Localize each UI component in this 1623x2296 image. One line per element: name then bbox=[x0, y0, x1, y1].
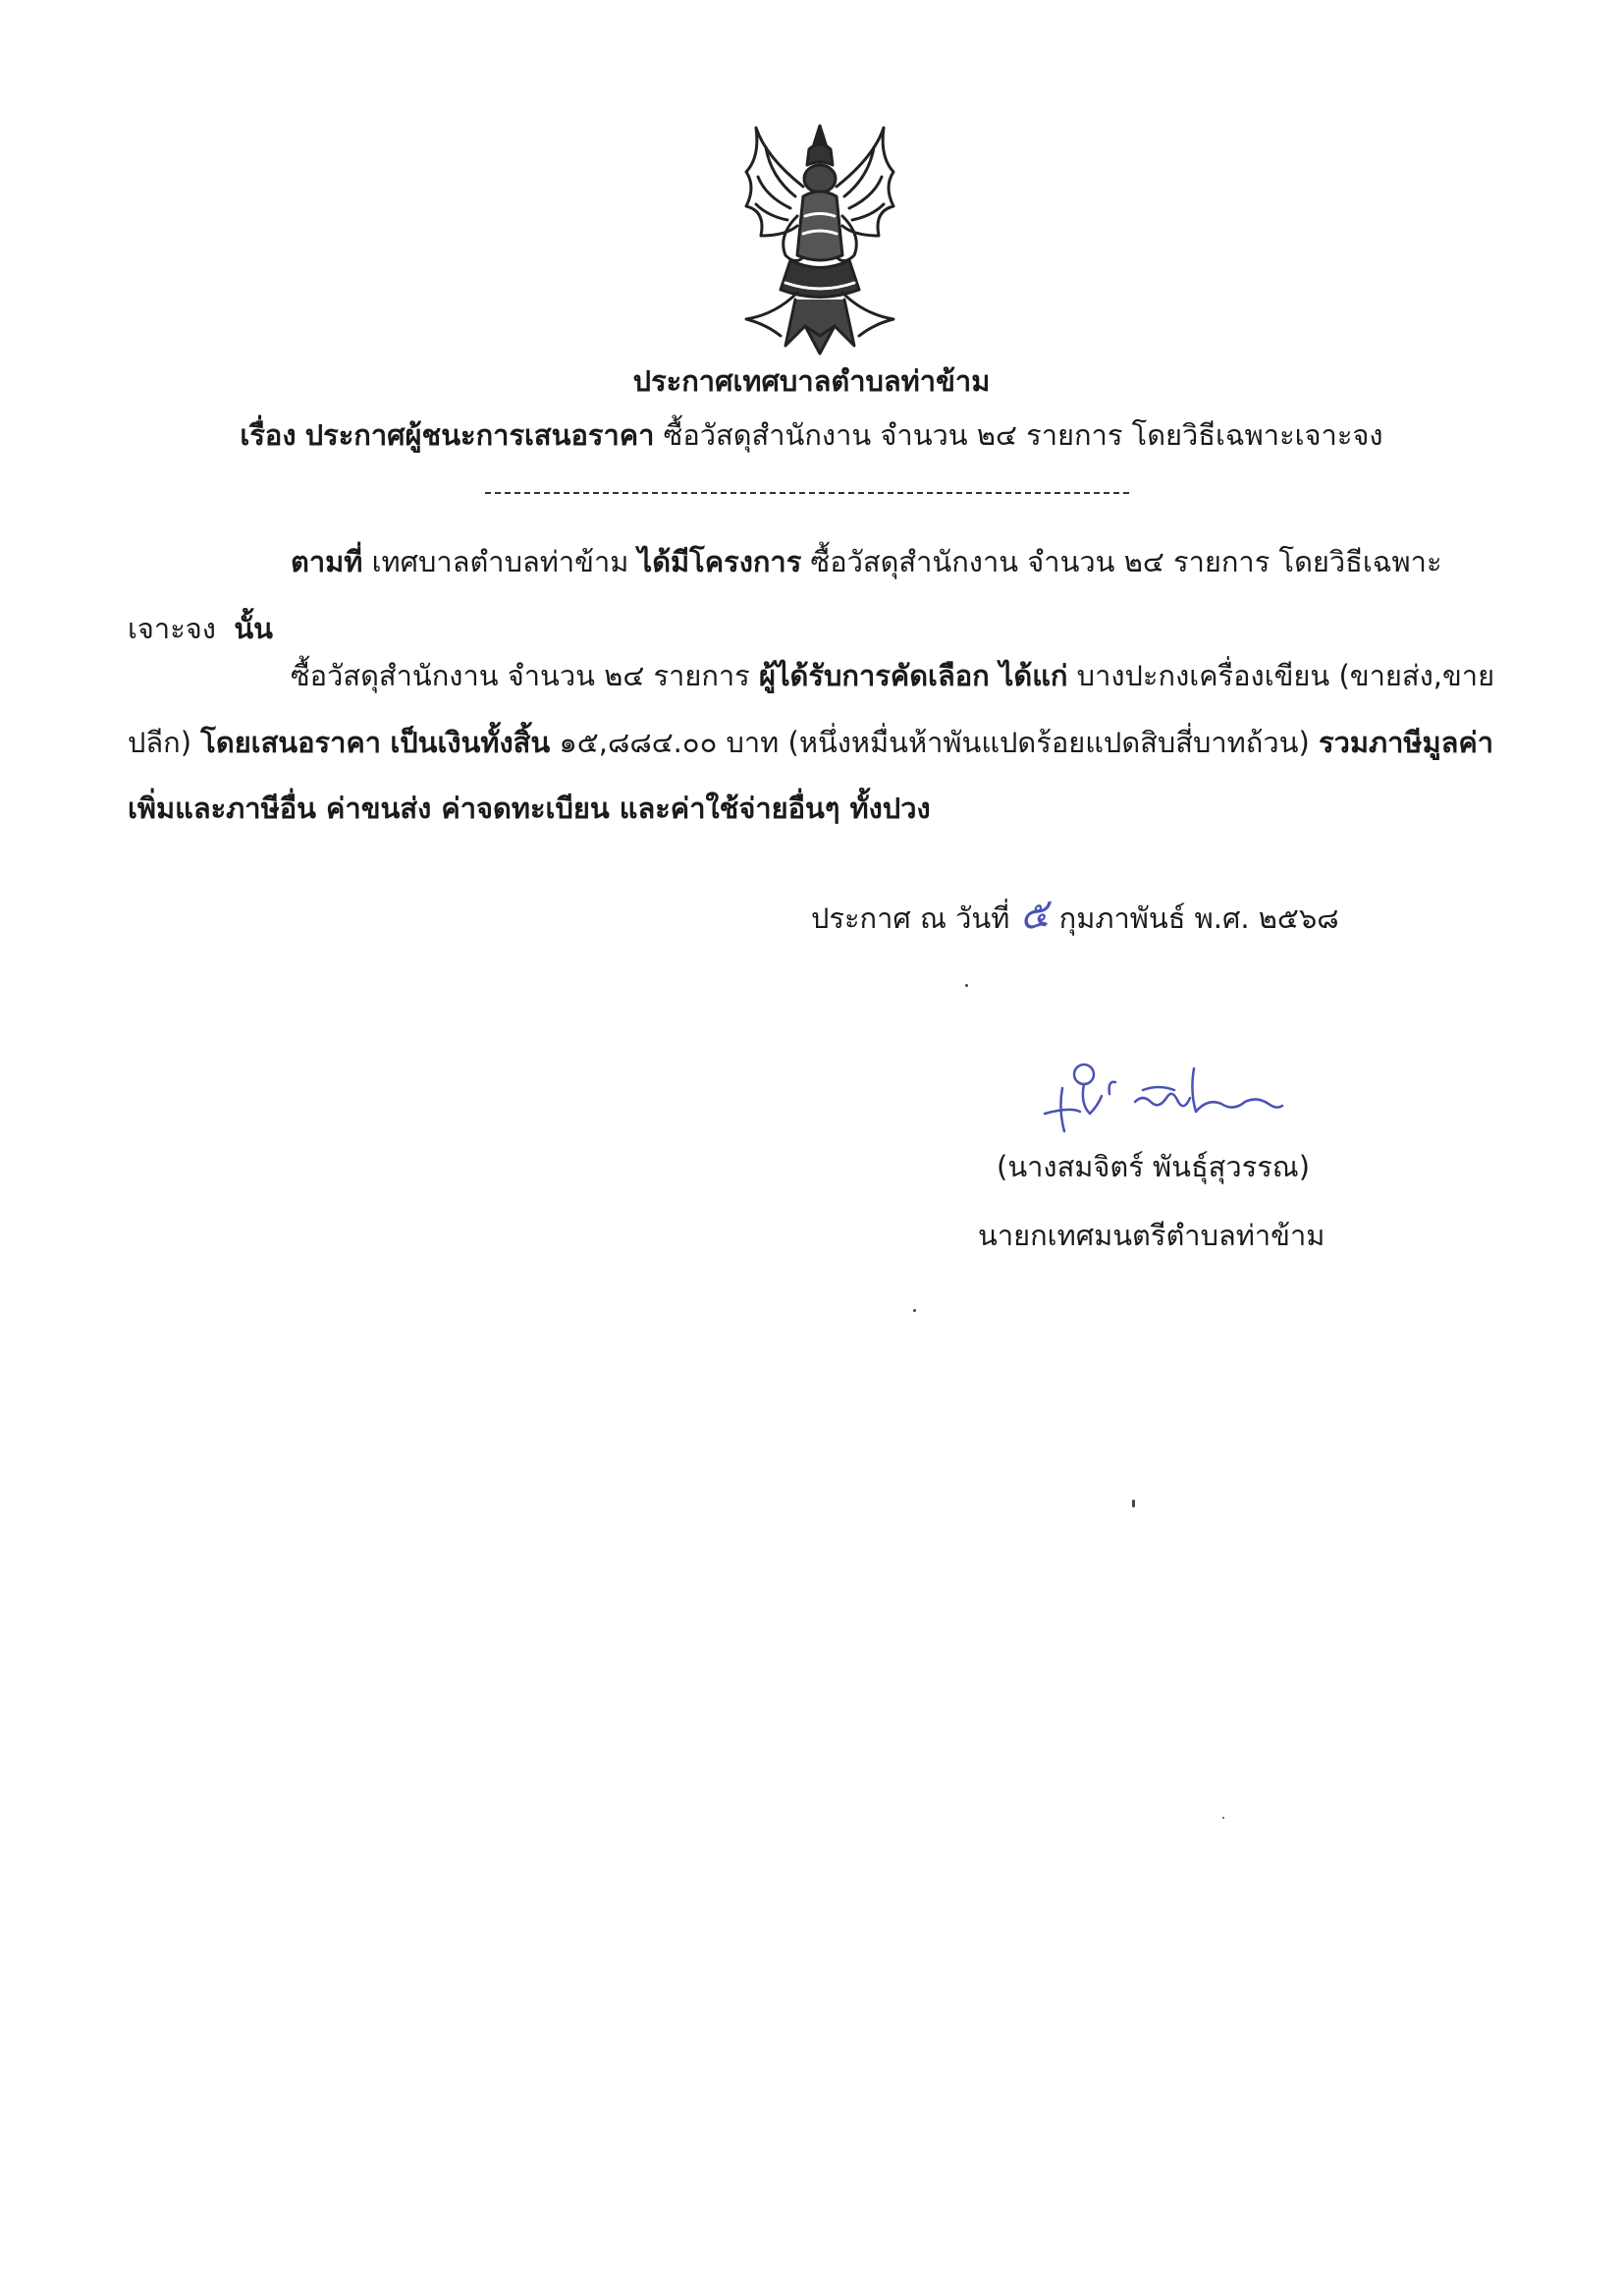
p2-tail: เพิ่มและภาษีอื่น ค่าขนส่ง ค่าจดทะเบียน และค่าใช้จ่ายอื่นๆ ทั้งปวง bbox=[128, 792, 931, 825]
paragraph-2-line-1 bbox=[291, 656, 1494, 695]
p2-amount: ๑๕,๘๘๔.๐๐ บาท (หนึ่งหมื่นห้าพันแปดร้อยแปดสิบสี่บาทถ้วน) bbox=[559, 726, 1310, 759]
subject-head: ประกาศผู้ชนะการเสนอราคา bbox=[304, 418, 655, 452]
p2-item: ซื้อวัสดุสำนักงาน จำนวน ๒๔ รายการ bbox=[291, 659, 750, 692]
p2-total-label: เป็นเงินทั้งสิ้น bbox=[390, 726, 551, 759]
scan-speck bbox=[1132, 1500, 1135, 1507]
p2-winner: บางปะกงเครื่องเขียน (ขายส่ง,ขาย bbox=[1076, 659, 1495, 692]
date-prefix: ประกาศ ณ วันที่ bbox=[811, 902, 1010, 935]
date-day-handwritten: ๕ bbox=[1016, 891, 1053, 940]
p2-winner-label: ผู้ได้รับการคัดเลือก ได้แก่ bbox=[758, 659, 1068, 692]
p2-winner-cont: ปลีก) bbox=[128, 726, 192, 759]
p2-price-label: โดยเสนอราคา bbox=[200, 726, 382, 759]
p1-rest: ซื้อวัสดุสำนักงาน จำนวน ๒๔ รายการ โดยวิธีเฉพาะ bbox=[810, 545, 1442, 578]
p1-org: เทศบาลตำบลท่าข้าม bbox=[371, 545, 629, 578]
signer-name: (นางสมจิตร์ พันธุ์สุวรรณ) bbox=[997, 1150, 1311, 1183]
p1-lead: ตามที่ bbox=[291, 545, 363, 578]
subject-rest: ซื้อวัสดุสำนักงาน จำนวน ๒๔ รายการ โดยวิธีเฉพาะเจาะจง bbox=[663, 418, 1383, 452]
signer-position: นายกเทศมนตรีตำบลท่าข้าม bbox=[978, 1219, 1325, 1252]
handwritten-signature-icon bbox=[1041, 1053, 1286, 1141]
announcement-date bbox=[811, 891, 1339, 940]
subject-line bbox=[0, 415, 1623, 455]
p1-mid: ได้มีโครงการ bbox=[637, 545, 802, 578]
p2-vat: รวมภาษีมูลค่า bbox=[1319, 726, 1494, 759]
paragraph-2-line-3 bbox=[128, 789, 931, 828]
scan-speck bbox=[913, 1309, 916, 1312]
page-title: ประกาศเทศบาลตำบลท่าข้าม bbox=[632, 364, 991, 398]
scan-speck bbox=[965, 984, 968, 987]
scan-speck bbox=[1222, 1817, 1224, 1819]
subject-label: เรื่อง bbox=[240, 418, 297, 452]
garuda-emblem-icon bbox=[687, 118, 952, 363]
date-month-year: กุมภาพันธ์ พ.ศ. ๒๕๖๘ bbox=[1058, 902, 1339, 935]
divider bbox=[485, 492, 1129, 494]
paragraph-2-line-2 bbox=[128, 723, 1493, 762]
p1-end: นั้น bbox=[234, 612, 274, 645]
p1-cont: เจาะจง bbox=[128, 612, 216, 645]
paragraph-1-line-2 bbox=[128, 609, 273, 648]
paragraph-1-line-1 bbox=[291, 542, 1442, 581]
